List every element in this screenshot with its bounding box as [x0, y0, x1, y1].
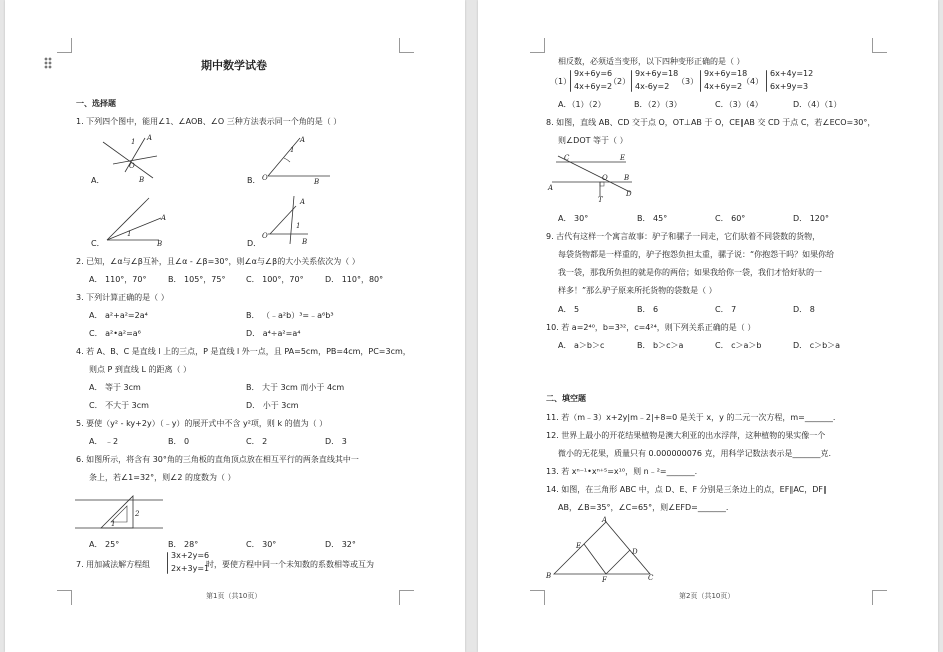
page-title: 期中数学试卷: [201, 59, 267, 72]
option: B． 大于 3cm 而小于 4cm: [246, 383, 345, 392]
system-brace: [167, 552, 168, 574]
svg-text:D: D: [632, 548, 638, 556]
page-footer: 第2页（共10页）: [679, 592, 735, 600]
system-label: （4）: [742, 77, 764, 86]
option: C． 100°，70°: [246, 275, 304, 284]
svg-text:A: A: [161, 214, 167, 222]
option: D． 32°: [325, 540, 356, 549]
crop-mark: [872, 590, 887, 605]
svg-text:B: B: [139, 176, 145, 184]
question-7-cont: 相反数，必须适当变形，以下四种变形正确的是（ ）: [558, 57, 745, 66]
question-9-line4: 样多！”那么驴子原来所托货物的袋数是（ ）: [558, 286, 717, 295]
equation: 4x+6y=2: [704, 82, 743, 91]
svg-text:E: E: [620, 154, 626, 162]
option: A． a²+a²=2a⁴: [89, 311, 148, 320]
option: D． a⁴÷a²=a⁴: [246, 329, 301, 338]
system-brace: [570, 70, 571, 92]
crop-mark: [872, 38, 887, 53]
option: C． 不大于 3cm: [89, 401, 149, 410]
section-heading: 一、选择题: [76, 99, 116, 108]
question-6: 6. 如图所示，将含有 30°角的三角板的直角顶点放在相互平行的两条直线其中一: [76, 455, 359, 464]
option: B． 6: [637, 305, 659, 314]
svg-text:A: A: [602, 516, 608, 524]
option: A． a＞b＞c: [558, 341, 605, 350]
svg-text:1: 1: [111, 520, 116, 528]
crop-mark: [530, 590, 545, 605]
option: B． b＞c＞a: [637, 341, 684, 350]
equation: 4x+6y=2: [574, 82, 613, 91]
question-6-line2: 条上，若∠1=32°，则∠2 的度数为（ ）: [89, 473, 236, 482]
system-label: （3）: [677, 77, 699, 86]
q8-figure: [548, 150, 648, 202]
option: D． 小于 3cm: [246, 401, 299, 410]
question-4: 4. 若 A、B、C 是直线 l 上的三点，P 是直线 l 外一点，且 PA=5cm，PB=4cm，PC=3cm，: [76, 347, 411, 356]
option: A． 30°: [558, 214, 589, 223]
question-9: 9. 古代有这样一个寓言故事：驴子和骡子一同走，它们驮着不同袋数的货物，: [546, 232, 821, 241]
option: B． 105°，75°: [168, 275, 226, 284]
question-4-line2: 则点 P 到直线 L 的距离（ ）: [89, 365, 191, 374]
option: B． （﹣a²b）³=﹣a⁶b³: [246, 311, 334, 320]
svg-text:O: O: [262, 174, 268, 182]
option: C． 2: [246, 437, 268, 446]
option: C． c＞a＞b: [715, 341, 762, 350]
question-11: 11. 若（m﹣3）x+2y|m﹣2|+8=0 是关于 x，y 的二元一次方程，m=_______.: [546, 413, 836, 422]
question-9-line2: 每袋货物都是一样重的，驴子抱怨负担太重，骡子说：“你抱怨干吗？如果你给: [558, 250, 835, 259]
crop-mark: [399, 38, 414, 53]
crop-mark: [57, 590, 72, 605]
equation: 4x-6y=2: [635, 82, 670, 91]
page-1: [5, 0, 465, 652]
option: C． 7: [715, 305, 737, 314]
question-3: 3. 下列计算正确的是（ ）: [76, 293, 169, 302]
question-14: 14. 如图，在三角形 ABC 中，点 D、E、F 分别是三条边上的点，EF∥AC，DF∥: [546, 485, 827, 494]
svg-text:1: 1: [127, 230, 132, 238]
svg-text:O: O: [129, 162, 135, 170]
crop-mark: [530, 38, 545, 53]
equation: 6x+4y=12: [770, 69, 814, 78]
page-footer: 第1页（共10页）: [206, 592, 262, 600]
option: C． 60°: [715, 214, 746, 223]
q14-figure: [544, 518, 660, 584]
option: A． 等于 3cm: [89, 383, 141, 392]
svg-text:F: F: [602, 576, 607, 584]
svg-text:E: E: [576, 542, 582, 550]
svg-text:A: A: [147, 134, 153, 142]
equation: 2x+3y=1: [171, 564, 210, 573]
svg-text:2: 2: [135, 510, 140, 518]
question-7-cont: 时，要使方程中同一个未知数的系数相等或互为: [206, 560, 374, 569]
system-brace: [700, 70, 701, 92]
svg-text:A: A: [548, 184, 554, 192]
option-label: B．: [247, 176, 261, 185]
question-8: 8. 如图，直线 AB、CD 交于点 O，OT⊥AB 于 O，CE∥AB 交 CD 于点 C，若∠ECO=30°，: [546, 118, 876, 127]
question-14-line2: AB，∠B=35°，∠C=65°，则∠EFD=_______.: [558, 503, 729, 512]
equation: 3x+2y=6: [171, 551, 210, 560]
question-10: 10. 若 a=2⁴⁰，b=3³²，c=4²⁴，则下列关系正确的是（ ）: [546, 323, 756, 332]
svg-text:B: B: [302, 238, 308, 246]
crop-mark: [57, 38, 72, 53]
q1-figure-c: [103, 196, 175, 248]
option: D． 120°: [793, 214, 829, 223]
crop-mark: [399, 590, 414, 605]
question-12-line2: 微小的无花果，质量只有 0.000000076 克，用科学记数法表示是_______克.: [558, 449, 832, 458]
svg-text:A: A: [300, 198, 306, 206]
option: A．（1）（2）: [558, 100, 606, 109]
option: C． a²•a²=a⁶: [89, 329, 141, 338]
svg-text:1: 1: [131, 138, 136, 146]
equation: 9x+6y=18: [704, 69, 748, 78]
equation: 9x+6y=6: [574, 69, 613, 78]
svg-text:1: 1: [290, 146, 295, 154]
option: D． 8: [793, 305, 815, 314]
svg-text:B: B: [314, 178, 320, 186]
svg-text:1: 1: [296, 222, 301, 230]
svg-text:C: C: [564, 154, 570, 162]
question-2: 2. 已知，∠α与∠β互补，且∠α - ∠β=30°，则∠α与∠β的大小关系依次为（ ）: [76, 257, 360, 266]
svg-text:O: O: [602, 174, 608, 182]
drag-handle-icon[interactable]: [44, 57, 52, 69]
svg-text:C: C: [648, 574, 654, 582]
option: B． 0: [168, 437, 190, 446]
option: A． ﹣2: [89, 437, 119, 446]
section-heading: 二、填空题: [546, 394, 586, 403]
q6-figure: [71, 490, 167, 536]
svg-text:D: D: [626, 190, 632, 198]
option-label: A．: [91, 176, 105, 185]
equation: 6x+9y=3: [770, 82, 809, 91]
option: B． 28°: [168, 540, 199, 549]
option-label: D．: [247, 239, 262, 248]
question-9-line3: 我一袋，那我所负担的就是你的两倍；如果我给你一袋，我们才恰好驮的一: [558, 268, 822, 277]
option: A． 5: [558, 305, 580, 314]
question-13: 13. 若 xⁿ⁻¹•xⁿ⁺⁵=x¹⁰，则 n﹣²=_______.: [546, 467, 698, 476]
question-5: 5. 要使（y² - ky+2y）（﹣y）的展开式中不含 y²项，则 k 的值为（ ）: [76, 419, 328, 428]
svg-text:B: B: [624, 174, 630, 182]
q1-figure-d: [260, 194, 332, 246]
option: A． 25°: [89, 540, 120, 549]
svg-text:O: O: [262, 232, 268, 240]
question-12: 12. 世界上最小的开花结果植物是澳大利亚的出水浮萍，这种植物的果实像一个: [546, 431, 826, 440]
question-8-line2: 则∠DOT 等于（ ）: [558, 136, 628, 145]
option: D．（4）（1）: [793, 100, 842, 109]
svg-text:T: T: [598, 196, 603, 204]
system-label: （2）: [609, 77, 631, 86]
q1-figure-a: [95, 134, 175, 186]
option: C． 30°: [246, 540, 277, 549]
svg-text:B: B: [546, 572, 552, 580]
question-7: 7. 用加减法解方程组: [76, 560, 151, 569]
option-label: C．: [91, 239, 105, 248]
option: B． 45°: [637, 214, 668, 223]
option: C．（3）（4）: [715, 100, 763, 109]
option: D． 110°，80°: [325, 275, 384, 284]
page-2: [478, 0, 938, 652]
q1-figure-b: [260, 134, 340, 186]
system-brace: [631, 70, 632, 92]
question-1: 1. 下列四个图中，能用∠1、∠AOB、∠O 三种方法表示同一个角的是（ ）: [76, 117, 342, 126]
system-label: （1）: [550, 77, 572, 86]
option: B．（2）（3）: [634, 100, 682, 109]
option: A． 110°，70°: [89, 275, 147, 284]
equation: 9x+6y=18: [635, 69, 679, 78]
option: D． c＞b＞a: [793, 341, 841, 350]
system-brace: [766, 70, 767, 92]
svg-text:B: B: [157, 240, 163, 248]
option: D． 3: [325, 437, 347, 446]
svg-text:A: A: [300, 136, 306, 144]
